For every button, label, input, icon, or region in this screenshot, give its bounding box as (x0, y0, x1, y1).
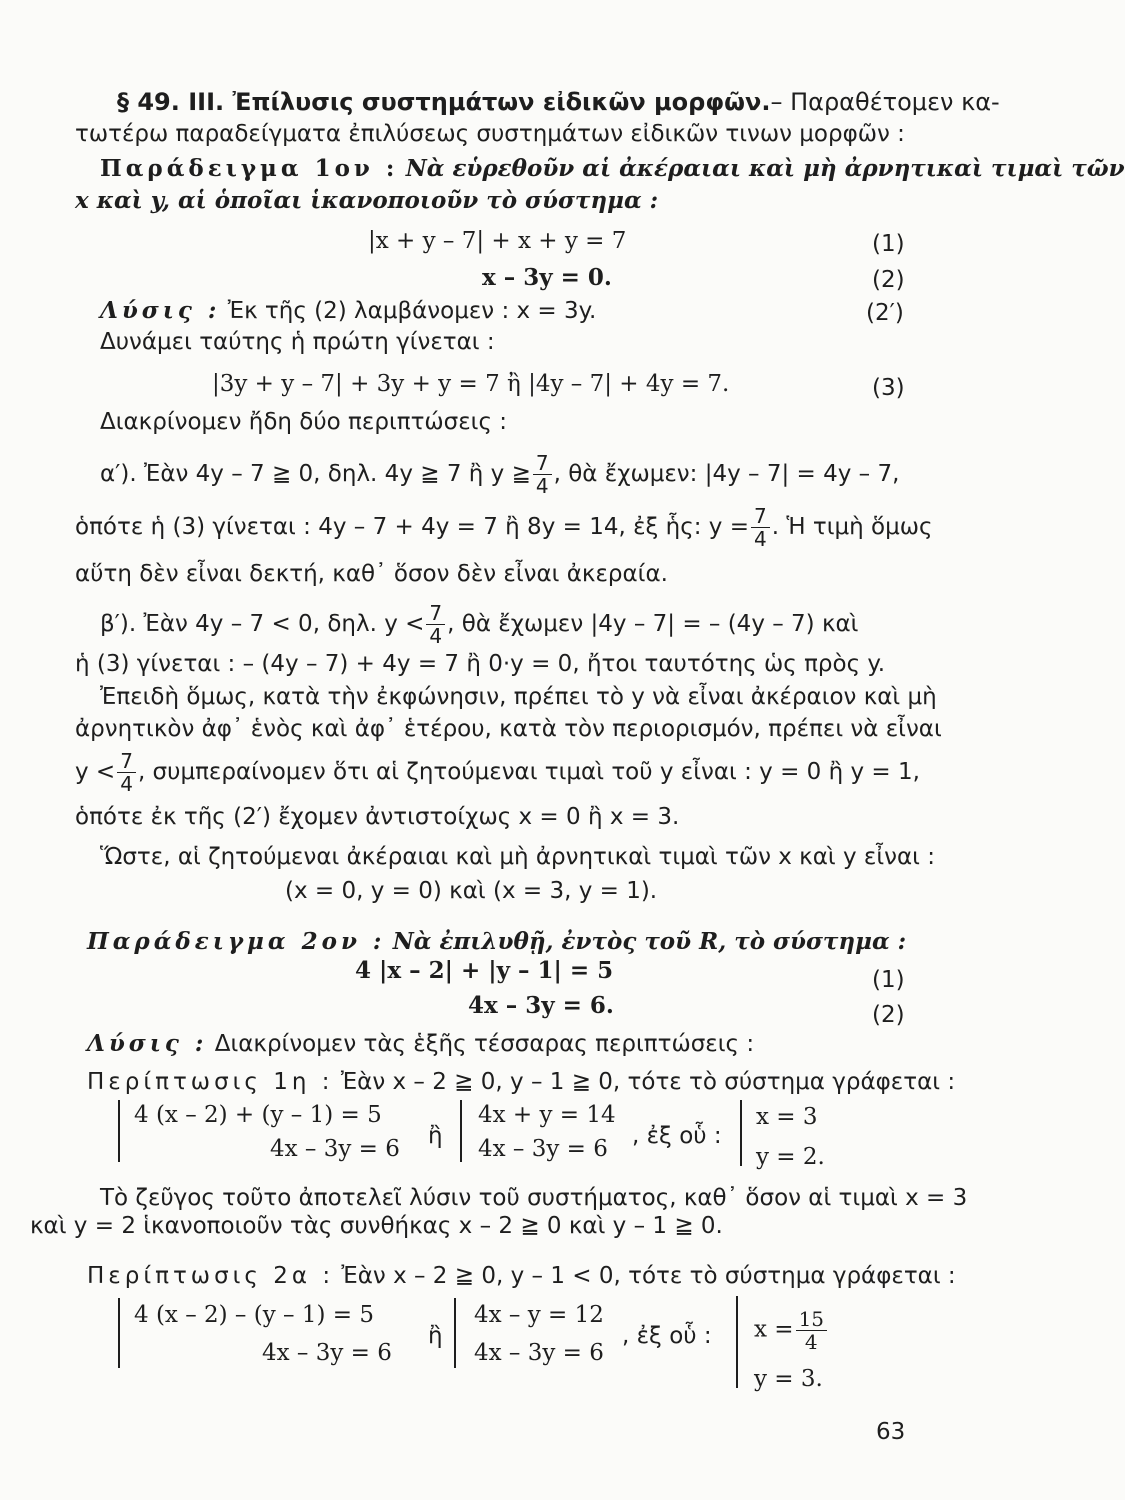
para-3-text-a: y < (75, 759, 116, 785)
frac-den: 4 (120, 772, 133, 796)
frac-num: 7 (751, 505, 770, 528)
case1-note-1: Τὸ ζεῦγος τοῦτο ἀποτελεῖ λύσιν τοῦ συστήματος, καθ᾽ ὅσον αἱ τιμαὶ x = 3 (100, 1185, 968, 1211)
example1-statement-2: x καὶ y, αἱ ὁποῖαι ἱκανοποιοῦν τὸ σύστημα : (75, 187, 659, 214)
frac-den: 4 (429, 624, 443, 648)
case2-whence: , ἐξ οὗ : (622, 1323, 712, 1349)
case1-sys-c1: x = 3 (756, 1104, 818, 1130)
example1-para-1: Ἐπειδὴ ὅμως, κατὰ τὴν ἐκφώνησιν, πρέπει τὸ y νὰ εἶναι ἀκέραιον καὶ μὴ (100, 684, 937, 710)
fraction-7-4 (533, 452, 552, 497)
example1-answer: (x = 0, y = 0) καὶ (x = 3, y = 1). (285, 878, 658, 904)
example1-eq2p-num: (2′) (866, 300, 904, 326)
case2-sys-c1 (754, 1308, 829, 1353)
example1-statement-1: Νὰ εὑρεθοῦν αἱ ἀκέραιαι καὶ μὴ ἀρνητικαὶ τιμαὶ τῶν (405, 155, 1125, 182)
example1-case-b-line (100, 602, 858, 647)
case2-x-eq: x = (754, 1316, 794, 1343)
example2-case2-line (87, 1262, 956, 1290)
frac-den: 4 (535, 474, 549, 498)
page-number: 63 (876, 1419, 906, 1445)
example1-eq2: x – 3y = 0. (482, 264, 612, 291)
example1-solution-text: Ἐκ τῆς (2) λαμβάνομεν : x = 3y. (227, 298, 597, 324)
section-intro-2: τωτέρω παραδείγματα ἐπιλύσεως συστημάτων εἰδικῶν τινων μορφῶν : (75, 121, 905, 147)
example2-statement: Νὰ ἐπιλυθῇ, ἐντὸς τοῦ R, τὸ σύστημα : (392, 928, 907, 955)
example2-solution-text: Διακρίνομεν τὰς ἑξῆς τέσσαρας περιπτώσεις : (214, 1031, 755, 1057)
example2-case1-line (87, 1068, 955, 1096)
example1-eq1-num: (1) (872, 231, 905, 257)
case2-bar-2 (454, 1298, 456, 1368)
example1-case-a-line-3: αὕτη δὲν εἶναι δεκτή, καθ᾽ ὅσον δὲν εἶναι ἀκεραία. (75, 561, 668, 587)
example1-case-b-line-2: ἡ (3) γίνεται : – (4y – 7) + 4y = 7 ἢ 0·y = 0, ἤτοι ταυτότης ὡς πρὸς y. (75, 651, 886, 677)
example1-solution-label: Λύσις : (100, 297, 221, 324)
example2-eq2-num: (2) (872, 1002, 905, 1028)
example1-header (100, 155, 1125, 183)
frac-den: 4 (754, 527, 767, 551)
case1-bar-1 (118, 1100, 120, 1162)
example2-title: Παράδειγμα 2ον : (87, 928, 386, 955)
case1-text: Ἐὰν x – 2 ≧ 0, y – 1 ≧ 0, τότε τὸ σύστημα γράφεται : (340, 1069, 956, 1095)
example2-eq2: 4x – 3y = 6. (468, 992, 614, 1019)
frac-num: 15 (796, 1308, 827, 1331)
para-3-text-b: , συμπεραίνομεν ὅτι αἱ ζητούμεναι τιμαὶ τοῦ y εἶναι : y = 0 ἢ y = 1, (137, 759, 920, 785)
fraction-15-4 (796, 1308, 827, 1353)
example1-case-a-line-2 (75, 505, 933, 550)
section-heading-line (117, 88, 1000, 116)
case2-label: Περίπτωσις 2α : (87, 1263, 335, 1289)
case2-sys-b2: 4x – 3y = 6 (474, 1340, 604, 1366)
example1-para-2: ἀρνητικὸν ἀφ᾽ ἑνὸς καὶ ἀφ᾽ ἑτέρου, κατὰ τὸν περιορισμόν, πρέπει νὰ εἶναι (75, 716, 942, 742)
example2-solution-line (87, 1030, 754, 1058)
case2-sys-c2: y = 3. (754, 1366, 823, 1392)
case2-or: ἢ (428, 1323, 443, 1349)
fraction-7-4 (751, 505, 770, 550)
case1-whence: , ἐξ οὗ : (632, 1123, 722, 1149)
case-a-text-3: ὁπότε ἡ (3) γίνεται : 4y – 7 + 4y = 7 ἢ 8y = 14, ἐξ ἧς: y = (75, 514, 749, 540)
case-b-text-2: , θὰ ἔχωμεν |4y – 7| = – (4y – 7) καὶ (447, 611, 859, 637)
example1-case-a-line (100, 452, 899, 497)
example1-para-3 (75, 750, 920, 795)
case2-sys-b1: 4x – y = 12 (474, 1302, 604, 1328)
example1-eq1: |x + y – 7| + x + y = 7 (368, 228, 627, 254)
example1-eq2-num: (2) (872, 267, 905, 293)
example2-solution-label: Λύσις : (87, 1030, 208, 1057)
case-a-text-1: α′). Ἐὰν 4y – 7 ≧ 0, δηλ. 4y ≧ 7 ἢ y ≧ (100, 461, 531, 487)
case2-sys-a1: 4 (x – 2) – (y – 1) = 5 (134, 1302, 374, 1328)
frac-den: 4 (804, 1330, 818, 1354)
case1-note-2: καὶ y = 2 ἱκανοποιοῦν τὰς συνθήκας x – 2 ≧ 0 καὶ y – 1 ≧ 0. (30, 1213, 723, 1239)
section-heading: § 49. ΙΙΙ. Ἐπίλυσις συστημάτων εἰδικῶν μορφῶν. (117, 88, 771, 116)
case1-sys-a1: 4 (x – 2) + (y – 1) = 5 (134, 1102, 382, 1128)
case-a-text-4: . Ἡ τιμὴ ὅμως (771, 514, 933, 540)
case1-bar-3 (740, 1100, 742, 1166)
section-intro-1: – Παραθέτομεν κα- (770, 88, 1000, 116)
case1-sys-c2: y = 2. (756, 1144, 825, 1170)
case1-label: Περίπτωσις 1η : (87, 1069, 334, 1095)
example1-title: Παράδειγμα 1ον : (100, 155, 399, 182)
example1-eq3-num: (3) (872, 375, 905, 401)
frac-num: 7 (117, 750, 136, 773)
fraction-7-4 (426, 602, 445, 647)
example1-eq3: |3y + y – 7| + 3y + y = 7 ἢ |4y – 7| + 4y = 7. (212, 371, 730, 397)
example1-solution-line (100, 297, 596, 325)
example2-eq1: 4 |x – 2| + |y – 1| = 5 (355, 957, 614, 984)
case2-sys-a2: 4x – 3y = 6 (262, 1340, 392, 1366)
fraction-7-4 (117, 750, 136, 795)
case2-bar-1 (118, 1298, 120, 1368)
case-a-text-2: , θὰ ἔχωμεν: |4y – 7| = 4y – 7, (553, 461, 900, 487)
case1-sys-b1: 4x + y = 14 (478, 1102, 616, 1128)
frac-num: 7 (426, 602, 445, 625)
example1-line-a: Δυνάμει ταύτης ἡ πρώτη γίνεται : (100, 329, 495, 355)
case1-sys-b2: 4x – 3y = 6 (478, 1136, 608, 1162)
example2-eq1-num: (1) (872, 967, 905, 993)
case-b-text-1: β′). Ἐὰν 4y – 7 < 0, δηλ. y < (100, 611, 425, 637)
case1-or: ἢ (428, 1123, 443, 1149)
example1-line-b: Διακρίνομεν ἤδη δύο περιπτώσεις : (100, 409, 508, 435)
case2-text: Ἐὰν x – 2 ≧ 0, y – 1 < 0, τότε τὸ σύστημα γράφεται : (341, 1263, 956, 1289)
case1-bar-2 (460, 1100, 462, 1162)
example2-header (87, 928, 906, 956)
example1-para-4: ὁπότε ἐκ τῆς (2′) ἔχομεν ἀντιστοίχως x = 0 ἢ x = 3. (75, 804, 680, 830)
example1-para-5: Ὥστε, αἱ ζητούμεναι ἀκέραιαι καὶ μὴ ἀρνητικαὶ τιμαὶ τῶν x καὶ y εἶναι : (100, 844, 935, 870)
frac-num: 7 (533, 452, 552, 475)
case2-bar-3 (736, 1296, 738, 1388)
case1-sys-a2: 4x – 3y = 6 (270, 1136, 400, 1162)
